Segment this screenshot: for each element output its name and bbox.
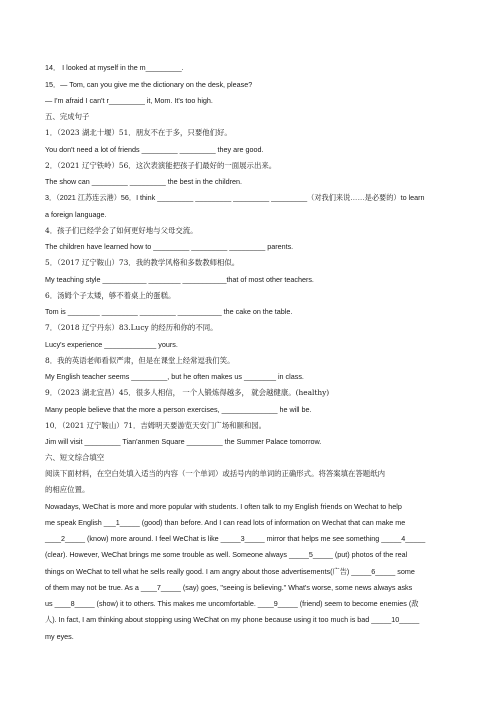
item-4-prompt: 4．孩子们已经学会了如何更好地与父母交流。 — [45, 226, 198, 235]
passage-line-1: Nowadays, WeChat is more and more popular with students. I often talk to my English friends on Wechat to help — [45, 502, 402, 511]
question-14: 14． I looked at myself in the m_________. — [45, 63, 184, 72]
item-3-continuation: a foreign language. — [45, 210, 107, 219]
passage-line-3: ____2_____ (know) more around. I feel WeChat is like _____3_____ mirror that helps me see something _____4_____ — [45, 534, 426, 543]
item-10-sentence: Jim will visit _________ Tian'anmen Square _________ the Summer Palace tomorrow. — [45, 437, 322, 446]
question-15-a: 15．— Tom, can you give me the dictionary on the desk, please? — [45, 80, 253, 89]
item-4-sentence: The children have learned how to _________ _________ _________ parents. — [45, 242, 294, 251]
item-8-prompt: 8．我的英语老师看似严肃，但是在课堂上经常逗我们笑。 — [45, 356, 235, 365]
item-7-prompt: 7．（2018 辽宁丹东）83.Lucy 的经历和你的不同。 — [45, 323, 218, 332]
item-3-prompt: 3．（2021 江苏连云港）56．I think _________ _________ _________ _________（对我们来说……是必要的）to learn — [45, 193, 425, 202]
item-5-sentence: My teaching style ___________ ________ ___________that of most other teachers. — [45, 275, 314, 284]
item-8-sentence: My English teacher seems _________, but he often makes us ________ in class. — [45, 372, 304, 381]
passage-line-7: us ____8_____ (show) it to others. This makes me uncomfortable. ____9_____ (friend) seem to become enemies (敌 — [45, 599, 419, 608]
item-2-prompt: 2．（2021 辽宁铁岭）56．这次表演能把孩子们最好的一面展示出来。 — [45, 161, 277, 170]
item-1-sentence: You don't need a lot of friends _________ _________ they are good. — [45, 145, 264, 154]
item-9-sentence: Many people believe that the more a person exercises, ______________ he will be. — [45, 405, 312, 414]
item-5-prompt: 5．（2017 辽宁鞍山）73．我的教学风格和多数教师相似。 — [45, 258, 240, 267]
section-5-heading: 五、完成句子 — [45, 112, 90, 121]
passage-line-9: my eyes. — [45, 632, 74, 641]
passage-line-6: of them may not be true. As a ____7_____ (say) goes, "seeing is believing." What's worse, some news always asks — [45, 583, 413, 592]
instructions-line-2: 的相应位置。 — [45, 485, 90, 494]
passage-line-8: 人). In fact, I am thinking about stopping using WeChat on my phone because using it too much is bad _____10_____ — [45, 615, 420, 624]
passage-line-4: (clear). However, WeChat brings me some trouble as well. Someone always _____5_____ (put) photos of the real — [45, 550, 408, 559]
item-6-prompt: 6．汤姆个子太矮，够不着桌上的蛋糕。 — [45, 291, 176, 300]
item-9-prompt: 9．（2023 湖北宜昌）45．很多人相信， 一个人锻炼得越多， 就会越健康。(healthy) — [45, 388, 330, 397]
passage-line-2: me speak English ___1_____ (good) than before. And I can read lots of information on Wechat that can make me — [45, 518, 406, 527]
item-1-prompt: 1．（2023 湖北十堰）51．朋友不在于多，只要他们好。 — [45, 128, 232, 137]
item-6-sentence: Tom is ________ _________ _________ ___________ the cake on the table. — [45, 307, 293, 316]
passage-line-5: things on WeChat to tell what he sells really good. I am angry about those advertisements(广告) _____6_____ some — [45, 567, 415, 576]
instructions-line-1: 阅读下面材料，在空白处填入适当的内容（一个单词）或括号内的单词的正确形式。将答案填在答题纸内 — [45, 469, 385, 478]
item-2-sentence: The show can _________ _________ the best in the children. — [45, 177, 243, 186]
item-10-prompt: 10．（2021 辽宁鞍山）71．吉姆明天要游览天安门广场和颐和园。 — [45, 421, 267, 430]
section-6-heading: 六、短文综合填空 — [45, 453, 105, 462]
item-7-sentence: Lucy's experience _____________ yours. — [45, 340, 178, 349]
question-15-b: — I'm afraid I can't r_________ it, Mom. It's too high. — [45, 96, 213, 105]
